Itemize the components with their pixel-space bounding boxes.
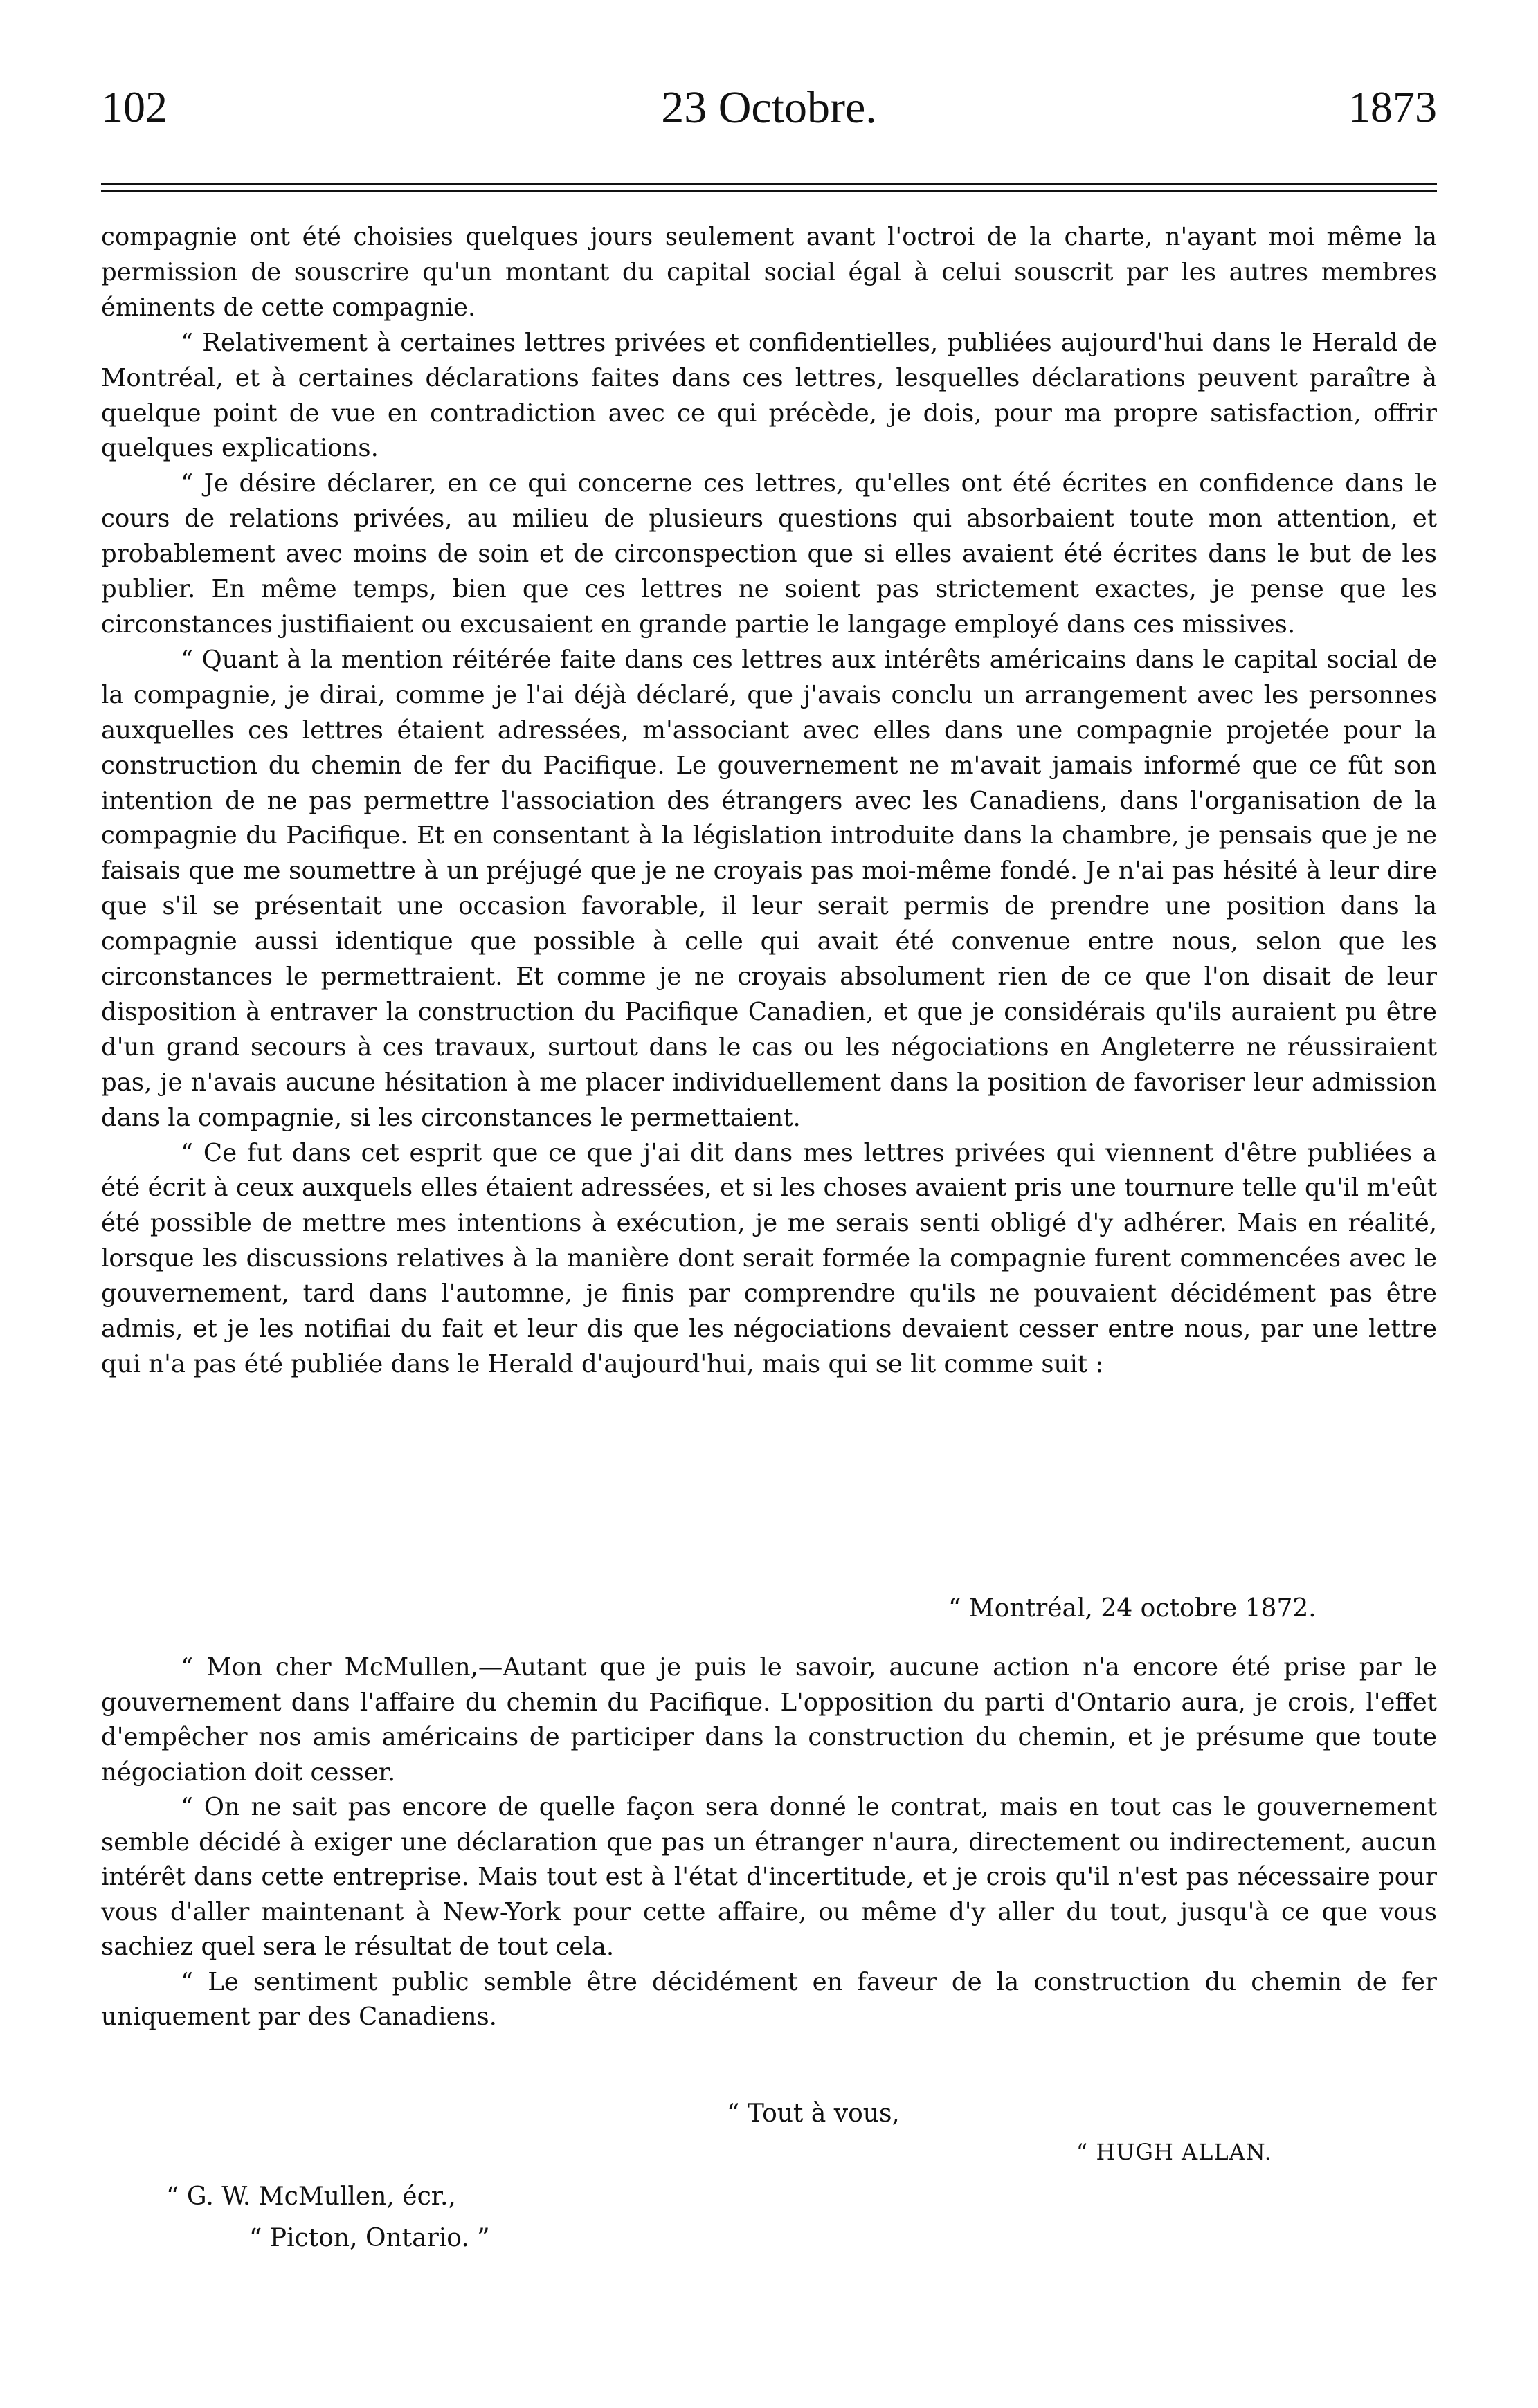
running-head — [101, 82, 1437, 144]
letter-dateline: “ Montréal, 24 octobre 1872. — [948, 1594, 1317, 1623]
paragraph-herald: “ Relativement à certaines lettres privées et confidentielles, publiées aujourd'hui dans le Herald de Montréal, et à certaines déclarations faites dans ces lettres, lesquelles déclarations peuvent paraître à quelque point de vue en contradiction avec ce qui précède, je dois, pour ma propre satisfaction, offrir quelques explications. — [101, 328, 1437, 463]
addressee-place: “ Picton, Ontario. ” — [249, 2224, 490, 2252]
addressee-name: “ G. W. McMullen, écr., — [166, 2182, 456, 2211]
paragraph-continuation: compagnie ont été choisies quelques jours seulement avant l'octroi de la charte, n'ayant moi même la permission de souscrire qu'un montant du capital social égal à celui souscrit par les autres membres éminents de cette compagnie. — [101, 223, 1437, 322]
paragraph-negotiations: “ Ce fut dans cet esprit que ce que j'ai dit dans mes lettres privées qui viennent d'être publiées a été écrit à ceux auxquels elles étaient adressées, et si les choses avaient pris une tournure telle qu'il m'eût été possible de mettre mes intentions à exécution, je me serais senti obligé d'y adhérer. Mais en réalité, lorsque les discussions relatives à la manière dont serait formée la compagnie furent commencées avec le gouvernement, tard dans l'automne, je finis par comprendre qu'ils ne pouvaient décidément pas être admis, et je les notifiai du fait et leur dis que les négociations devaient cesser entre nous, par une lettre qui n'a pas été publiée dans le Herald d'aujourd'hui, mais qui se lit comme suit : — [101, 1138, 1437, 1378]
letter-paragraph: “ Mon cher McMullen,—Autant que je puis le savoir, aucune action n'a encore été prise par le gouvernement dans l'affaire du chemin du Pacifique. L'opposition du parti d'Ontario aura, je crois, l'effet d'empêcher nos amis américains de participer dans la construction du chemin, et je présume que toute négociation doit cesser. — [101, 1653, 1437, 1787]
letter-body — [101, 1650, 1437, 2035]
header-date: 23 Octobre. — [661, 82, 877, 133]
page-number: 102 — [101, 82, 168, 131]
body-text — [101, 220, 1437, 1383]
paragraph-american-interests: “ Quant à la mention réitérée faite dans ces lettres aux intérêts américains dans le capital social de la compagnie, je dirai, comme je l'ai déjà déclaré, que j'avais conclu un arrangement avec les personnes auxquelles ces lettres étaient adressées, m'associant avec elles dans une compagnie projetée pour la construction du chemin de fer du Pacifique. Le gouvernement ne m'avait jamais informé que ce fût son intention de ne pas permettre l'association des étrangers avec les Canadiens, dans l'organisation de la compagnie du Pacifique. Et en consentant à la législation introduite dans la chambre, je pensais que je ne faisais que me soumettre à un préjugé que je ne croyais pas moi-même fondé. Je n'ai pas hésité à leur dire que s'il se présentait une occasion favorable, il leur serait permis de prendre une position dans la compagnie aussi identique que possible à celle qui avait été convenue entre nous, selon que les circonstances le permettraient. Et comme je ne croyais absolument rien de ce que l'on disait de leur disposition à entraver la construction du Pacifique Canadien, et que je considérais qu'ils auraient pu être d'un grand secours à ces travaux, surtout dans le cas ou les négociations en Angleterre ne réussiraient pas, je n'avais aucune hésitation à me placer individuellement dans la position de favoriser leur admission dans la compagnie, si les circonstances le permettaient. — [101, 645, 1437, 1132]
header-rule-bottom — [101, 190, 1437, 192]
letter-paragraph: “ Le sentiment public semble être décidément en faveur de la construction du chemin de fer uniquement par des Canadiens. — [101, 1967, 1437, 2031]
paragraph-confidence: “ Je désire déclarer, en ce qui concerne ces lettres, qu'elles ont été écrites en confidence dans le cours de relations privées, au milieu de plusieurs questions qui absorbaient toute mon attention, et probablement avec moins de soin et de circonspection que si elles avaient été écrites dans le but de les publier. En même temps, bien que ces lettres ne soient pas strictement exactes, je pense que les circonstances justifiaient ou excusaient en grande partie le langage employé dans ces missives. — [101, 469, 1437, 639]
header-rule-top — [101, 183, 1437, 185]
letter-signature: “ HUGH ALLAN. — [1076, 2139, 1272, 2165]
letter-addressee — [166, 2176, 490, 2259]
letter-closing: “ Tout à vous, — [727, 2099, 900, 2128]
letter-paragraph: “ On ne sait pas encore de quelle façon sera donné le contrat, mais en tout cas le gouvernement semble décidé à exiger une déclaration que pas un étranger n'aura, directement ou indirectement, aucun intérêt dans cette entreprise. Mais tout est à l'état d'incertitude, et je crois qu'il n'est pas nécessaire pour vous d'aller maintenant à New-York pour cette affaire, ou même d'y aller du tout, jusqu'à ce que vous sachiez quel sera le résultat de tout cela. — [101, 1793, 1437, 1961]
header-year: 1873 — [1348, 82, 1437, 131]
